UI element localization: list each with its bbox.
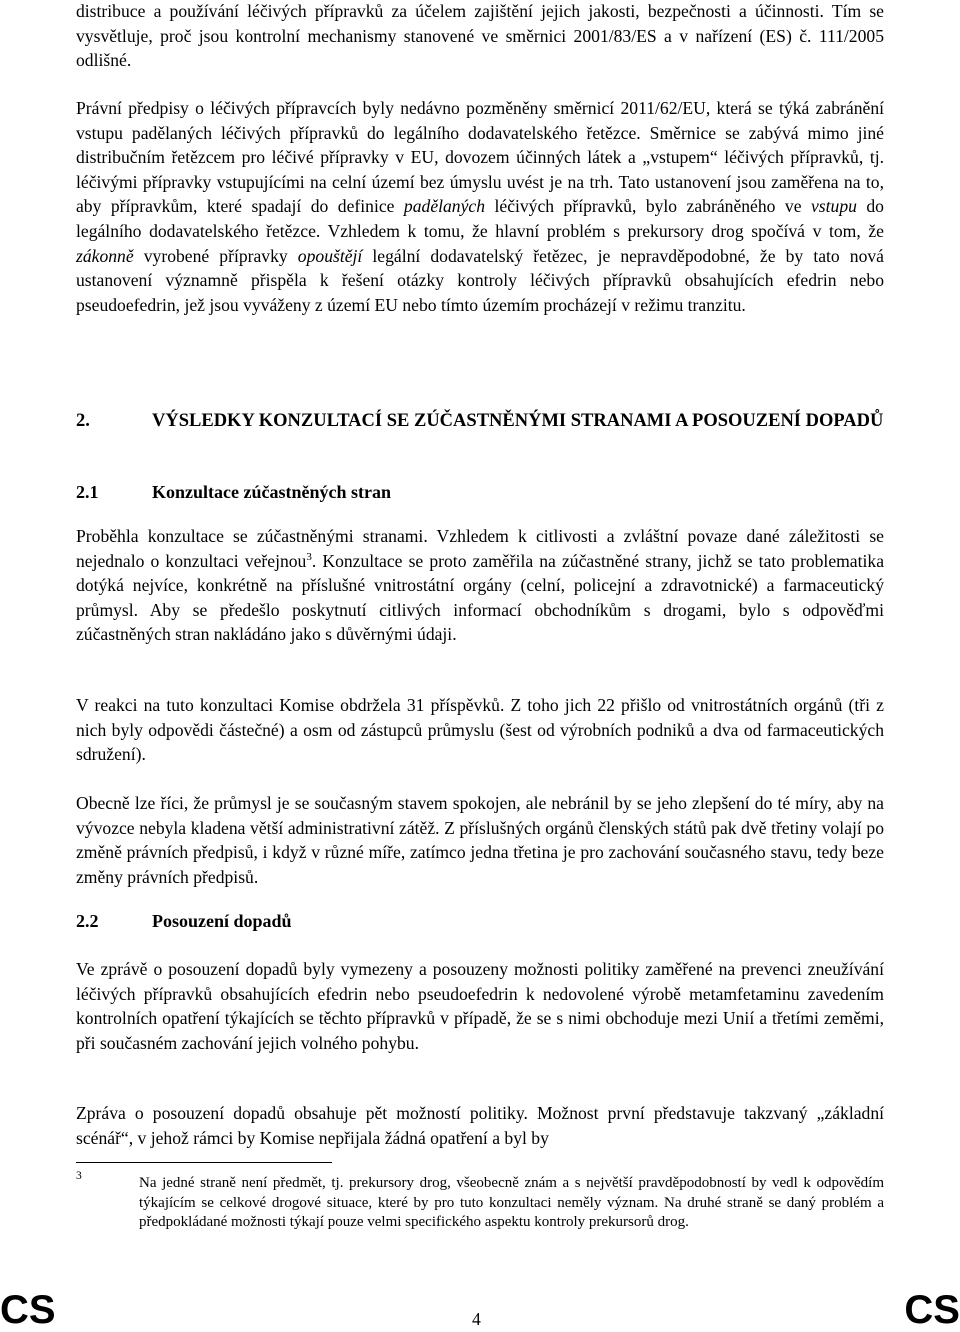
paragraph-industry-view: Obecně lze říci, že průmysl je se současným stavem spokojen, ale nebránil by se jeho zlepšení do té míry, aby na vývozce nebyla kladena větší administrativní zátěž. Z příslušných orgánů členských států pak dvě třetiny volají po změně právních předpisů, i když v různé míře, zatímco jedna třetina je pro zachování současného stavu, tedy beze změny právních předpisů. bbox=[76, 793, 884, 887]
italic-run: opouštějí bbox=[297, 245, 363, 266]
subsection-title: Posouzení dopadů bbox=[152, 911, 292, 931]
paragraph-impact-assessment: Ve zprávě o posouzení dopadů byly vymezeny a posouzeny možnosti politiky zaměřené na prevenci zneužívání léčivých přípravků obsahujících efedrin nebo pseudoefedrin k nedovolené výrobě metamfetaminu zavedením kontrolních opatření týkajících se těchto přípravků v případě, že se s nimi obchoduje mezi Unií a třetími zeměmi, při současném zachování jejich volného pohybu. bbox=[76, 959, 884, 1053]
footnote-number: 3 bbox=[76, 1170, 82, 1182]
text-run: léčivých přípravků, bylo zabráněného ve bbox=[485, 196, 811, 217]
subsection-number: 2.2 bbox=[76, 911, 99, 931]
text-run: do legálního dodavatelského řetězce. Vzhledem k tomu, že hlavní problém s prekursory drog spočívá v tom, že bbox=[76, 196, 884, 241]
paragraph-consultation bbox=[76, 524, 884, 647]
paragraph-legislation bbox=[76, 96, 884, 317]
paragraph-policy-options: Zpráva o posouzení dopadů obsahuje pět možností politiky. Možnost první představuje takzvaný „základní scénář“, v jehož rámci by Komise nepřijala žádná opatření a byl by bbox=[76, 1103, 884, 1148]
paragraph-responses: V reakci na tuto konzultaci Komise obdržela 31 příspěvků. Z toho jich 22 přišlo od vnitrostátních orgánů (tři z nich byly odpovědi částečné) a osm od zástupců průmyslu (šest od výrobních podniků a dva od farmaceutických sdružení). bbox=[76, 695, 884, 765]
footnote-text: Na jedné straně není předmět, tj. prekursory drog, všeobecně znám a s největší pravděpodobností by vedl k odpovědím týkajícím se celkové drogové situace, které by pro tuto konzultaci neměly význam. Na druhé straně se daný problém a předpokládané možnosti týkají pouze velmi specifického aspektu kontroly prekursorů drog. bbox=[139, 1175, 884, 1230]
language-code-right: CS bbox=[904, 1288, 960, 1332]
italic-run: vstupu bbox=[810, 196, 857, 217]
section-title: VÝSLEDKY KONZULTACÍ SE ZÚČASTNĚNÝMI STRANAMI A POSOUZENÍ DOPADŮ bbox=[152, 411, 884, 431]
language-code-left: CS bbox=[0, 1288, 56, 1332]
text-run: . Konzultace se proto zaměřila na zúčastněné strany, jichž se tato problematika dotýká nejvíce, konkrétně na příslušné vnitrostátní orgány (celní, policejní a zdravotnické) a farmaceutický průmysl. Aby se předešlo poskytnutí citlivých informací obchodníkům s drogami, bylo s odpověďmi zúčastněných stran nakládáno jako s důvěrnými údaji. bbox=[76, 550, 884, 645]
text-run: legální dodavatelský řetězec, je nepravděpodobné, že by tato nová ustanovení významně přispěla k řešení otázky kontroly léčivých přípravků obsahujících efedrin nebo pseudoefedrin, jež jsou vyváženy z území EU nebo tímto územím procházejí v režimu tranzitu. bbox=[76, 245, 884, 315]
text-run: Proběhla konzultace se zúčastněnými stranami. Vzhledem k citlivosti a zvláštní povaze dané záležitosti se nejednalo o konzultaci veřejnou bbox=[76, 526, 884, 571]
italic-run: padělaných bbox=[403, 196, 486, 217]
footnote-reference[interactable]: 3 bbox=[306, 550, 312, 563]
subsection-title: Konzultace zúčastněných stran bbox=[152, 482, 391, 502]
italic-run: zákonně bbox=[76, 245, 134, 266]
subsection-number: 2.1 bbox=[76, 482, 99, 502]
text-run: Právní předpisy o léčivých přípravcích byly nedávno pozměněny směrnicí 2011/62/EU, která se týká zabránění vstupu padělaných léčivých přípravků do legálního dodavatelského řetězce. Směrnice se zabývá mimo jiné distribučním řetězcem pro léčivé přípravky v EU, dovozem účinných látek a „vstupem“ léčivých přípravků, tj. léčivými přípravky vstupujícími na celní území bez úmyslu uvést je na trh. Tato ustanovení jsou zaměřena na to, aby přípravkům, které spadají do definice bbox=[76, 98, 884, 217]
footnote-separator bbox=[76, 1162, 332, 1163]
page-number: 4 bbox=[472, 1309, 481, 1329]
paragraph-intro-continued: distribuce a používání léčivých přípravků za účelem zajištění jejich jakosti, bezpečnosti a účinnosti. Tím se vysvětluje, proč jsou kontrolní mechanismy stanovené ve směrnici 2001/83/ES a v nařízení (ES) č. 111/2005 odlišné. bbox=[76, 1, 884, 71]
section-number: 2. bbox=[76, 411, 90, 431]
text-run: vyrobené přípravky bbox=[133, 245, 298, 266]
